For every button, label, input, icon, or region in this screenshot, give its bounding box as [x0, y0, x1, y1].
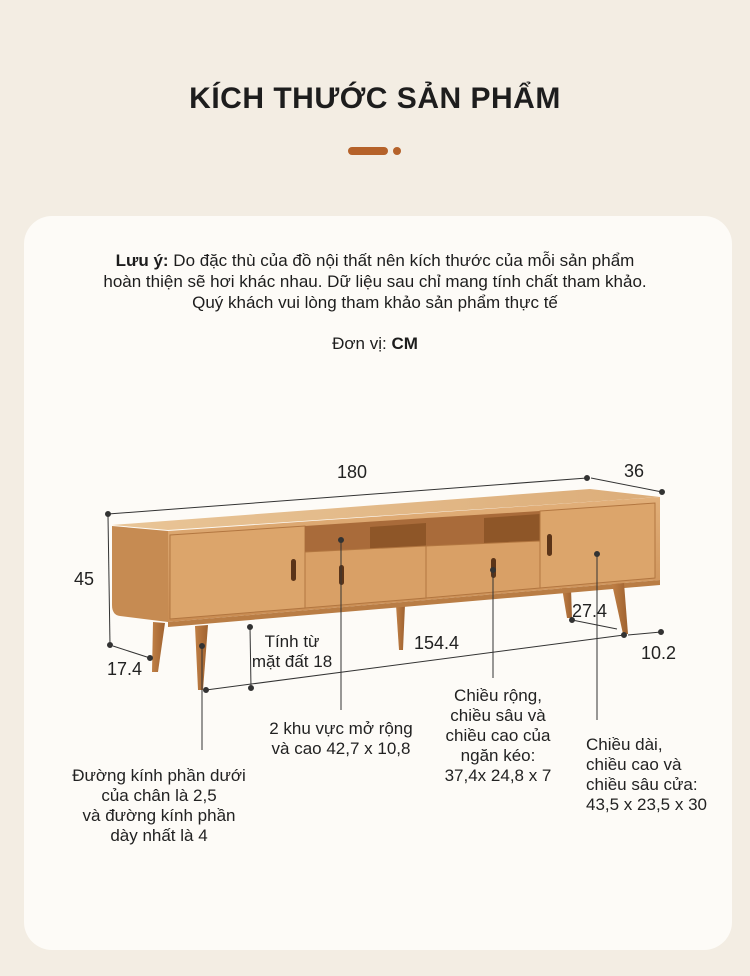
note-line-1: Do đặc thù của đồ nội thất nên kích thước của mỗi sản phẩm — [168, 251, 635, 270]
dim-leg-gap: 27.4 — [572, 601, 608, 621]
note-line-2: hoàn thiện sẽ hơi khác nhau. Dữ liệu sau chỉ mang tính chất tham khảo. — [103, 272, 647, 291]
page-title: KÍCH THƯỚC SẢN PHẨM — [189, 82, 561, 115]
dim-leg-depth: 10.2 — [641, 643, 677, 663]
note-label: Lưu ý: — [115, 251, 169, 270]
annotation-drawer: Chiều rộng, chiều sâu và chiều cao của ngăn kéo: 37,4x 24,8 x 7 — [444, 686, 552, 785]
unit-label: Đơn vị: — [332, 334, 392, 353]
dim-length: 180 — [337, 462, 368, 482]
note-line-3: Quý khách vui lòng tham khảo sản phẩm thực tế — [192, 293, 558, 312]
dim-height: 45 — [74, 569, 95, 589]
dim-leg-side: 17.4 — [107, 659, 143, 679]
unit-value: CM — [391, 334, 418, 353]
annotation-leg-diameter: Đường kính phần dưới của chân là 2,5 và đường kính phần dày nhất là 4 — [72, 766, 246, 845]
annotation-expansion: 2 khu vực mở rộng và cao 42,7 x 10,8 — [269, 719, 413, 758]
dim-span: 154.4 — [414, 633, 460, 653]
dim-depth: 36 — [624, 461, 645, 481]
annotation-ground-height: Tính từ mặt đất 18 — [251, 632, 333, 671]
annotation-door: Chiều dài, chiều cao và chiều sâu cửa: 43,5 x 23,5 x 30 — [586, 735, 707, 814]
